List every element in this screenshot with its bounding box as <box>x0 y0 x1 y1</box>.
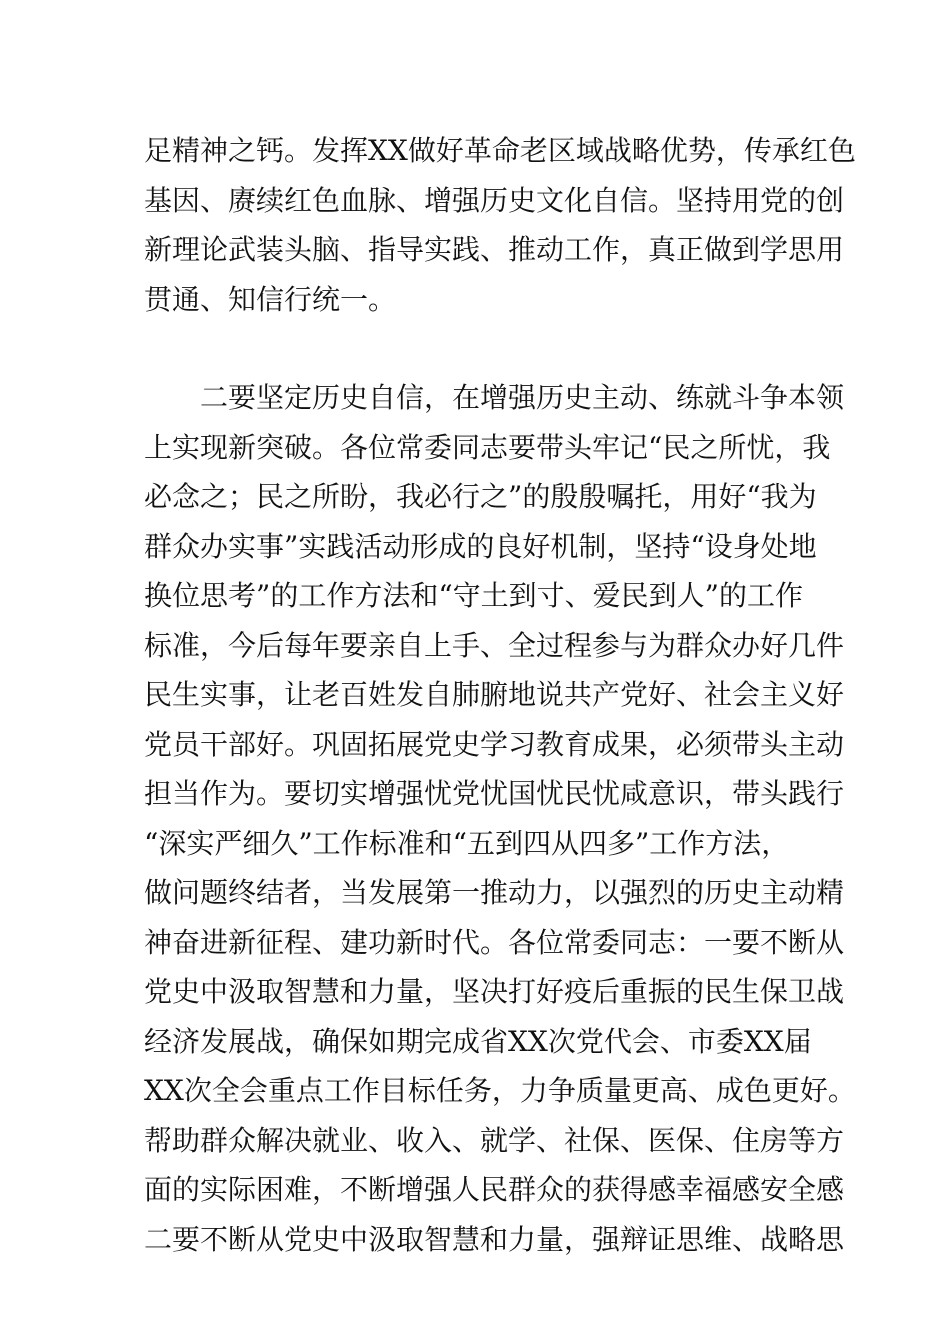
text-line: 帮助群众解决就业、收入、就学、社保、医保、住房等方 <box>144 1123 845 1157</box>
text-line: 党员干部好。巩固拓展党史学习教育成果，必须带头主动 <box>144 727 845 761</box>
text-line: 群众办实事”实践活动形成的良好机制，坚持“设身处地 <box>144 529 817 563</box>
text-line: 二要不断从党史中汲取智慧和力量，强辩证思维、战略思 <box>144 1222 845 1256</box>
paragraph-gap <box>144 324 814 373</box>
text-line: 上实现新突破。各位常委同志要带头牢记“民之所忧，我 <box>144 430 831 464</box>
text-line: 面的实际困难，不断增强人民群众的获得感幸福感安全感 <box>144 1173 845 1206</box>
text-line: 足精神之钙。发挥XX做好革命老区域战略优势，传承红色 <box>144 134 856 167</box>
text-line: 神奋进新征程、建功新时代。各位常委同志：一要不断从 <box>144 925 845 959</box>
text-line: 做问题终结者，当发展第一推动力，以强烈的历史主动精 <box>144 876 845 909</box>
text-line: 贯通、知信行统一。 <box>144 282 397 316</box>
text-line: 二要坚定历史自信，在增强历史主动、练就斗争本领 <box>144 381 845 414</box>
body-text <box>144 126 856 1264</box>
text-line: 换位思考”的工作方法和“守土到寸、爱民到人”的工作 <box>144 579 803 612</box>
text-line: XX次全会重点工作目标任务，力争质量更高、成色更好。 <box>144 1074 856 1107</box>
text-line: 必念之；民之所盼，我必行之”的殷殷嘱托，用好“我为 <box>144 480 817 513</box>
text-line: “深实严细久”工作标准和“五到四从四多”工作方法， <box>144 826 790 860</box>
text-line: 民生实事，让老百姓发自肺腑地说共产党好、社会主义好 <box>144 678 845 711</box>
text-line: 标准，今后每年要亲自上手、全过程参与为群众办好几件 <box>144 628 845 662</box>
text-line: 经济发展战，确保如期完成省XX次党代会、市委XX届 <box>144 1024 812 1058</box>
text-line: 新理论武装头脑、指导实践、推动工作，真正做到学思用 <box>144 233 845 266</box>
text-line: 党史中汲取智慧和力量，坚决打好疫后重振的民生保卫战 <box>144 975 845 1008</box>
text-line: 担当作为。要切实增强忧党忧国忧民忧咸意识，带头践行 <box>144 777 845 810</box>
text-line: 基因、赓续红色血脉、增强历史文化自信。坚持用党的创 <box>144 183 845 217</box>
